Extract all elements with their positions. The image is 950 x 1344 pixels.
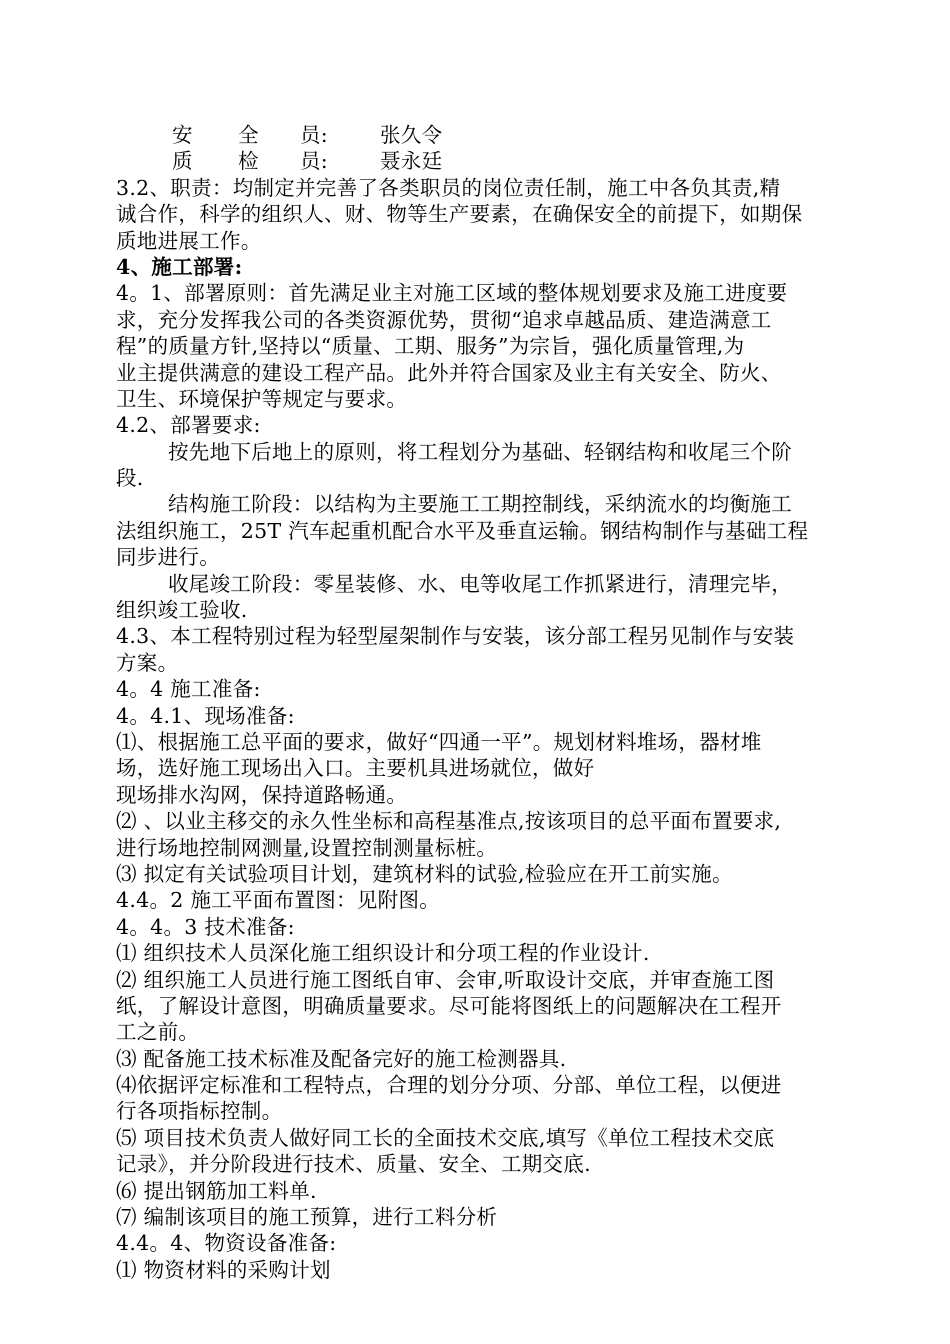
paragraph-line: 方案。: [116, 650, 179, 675]
subsection-heading: 4。4.1、现场准备:: [116, 703, 295, 728]
list-item: ⑴ 物资材料的采购计划: [116, 1257, 331, 1282]
paragraph-line: 4。1、部署原则：首先满足业主对施工区域的整体规划要求及施工进度要: [116, 281, 788, 306]
list-item: ⑺ 编制该项目的施工预算，进行工料分析: [116, 1205, 498, 1230]
paragraph-line: 现场排水沟网，保持道路畅通。: [116, 782, 408, 807]
list-item: ⑵ 、以业主移交的永久性坐标和高程基准点,按该项目的总平面布置要求,: [116, 809, 782, 834]
paragraph-line: 结构施工阶段：以结构为主要施工工期控制线，采纳流水的均衡施工: [168, 492, 792, 517]
paragraph-line: 场，选好施工现场出入口。主要机具进场就位，做好: [116, 756, 595, 781]
list-item: ⑴ 组织技术人员深化施工组织设计和分项工程的作业设计.: [116, 941, 650, 966]
list-item: ⑸ 项目技术负责人做好同工长的全面技术交底,填写《单位工程技术交底: [116, 1125, 775, 1150]
staff-name: 聂永廷: [380, 149, 443, 174]
staff-name: 张久令: [380, 123, 443, 147]
paragraph-line: 收尾竣工阶段：零星装修、水、电等收尾工作抓紧进行，清理完毕，: [168, 571, 792, 596]
list-item: ⑴、根据施工总平面的要求，做好“四通一平”。规划材料堆场，器材堆: [116, 729, 762, 754]
list-item: ⑹ 提出钢筋加工料单.: [116, 1178, 317, 1203]
document-body: [116, 122, 852, 1283]
list-item: ⑵ 组织施工人员进行施工图纸自审、会审,听取设计交底，并审查施工图: [116, 967, 775, 992]
paragraph-line: 按先地下后地上的原则，将工程划分为基础、轻钢结构和收尾三个阶: [168, 439, 792, 464]
paragraph-line: 进行场地控制网测量,设置控制测量标桩。: [116, 835, 498, 860]
paragraph-line: 记录》，并分阶段进行技术、质量、安全、工期交底.: [116, 1152, 591, 1177]
subsection-heading: 4.4。4、物资设备准备:: [116, 1231, 337, 1256]
subsection-heading: 4.2、部署要求:: [116, 413, 261, 438]
paragraph-line: 3.2、职责：均制定并完善了各类职员的岗位责任制，施工中各负其责,精: [116, 175, 781, 200]
paragraph-line: 工之前。: [116, 1020, 200, 1045]
paragraph-line: 组织竣工验收.: [116, 598, 248, 623]
paragraph-line: 同步进行。: [116, 545, 220, 570]
paragraph-line: 行各项指标控制。: [116, 1099, 283, 1124]
subsection-heading: 4.4。2 施工平面布置图：见附图。: [116, 888, 441, 913]
staff-line-safety: 安 全 员: 张久令: [172, 123, 443, 147]
paragraph-line: 纸，了解设计意图，明确质量要求。尽可能将图纸上的问题解决在工程开: [116, 993, 782, 1018]
subsection-heading: 4。4。3 技术准备:: [116, 914, 295, 939]
paragraph-line: 4.3、本工程特别过程为轻型屋架制作与安装，该分部工程另见制作与安装: [116, 624, 795, 649]
paragraph-line: 卫生、环境保护等规定与要求。: [116, 386, 408, 411]
list-item: ⑶ 配备施工技术标准及配备完好的施工检测器具.: [116, 1046, 567, 1071]
subsection-heading: 4。4 施工准备:: [116, 677, 261, 702]
paragraph-line: 法组织施工，25T 汽车起重机配合水平及垂直运输。钢结构制作与基础工程: [116, 518, 809, 543]
paragraph-line: 诚合作，科学的组织人、财、物等生产要素，在确保安全的前提下，如期保: [116, 202, 803, 227]
paragraph-line: 业主提供满意的建设工程产品。此外并符合国家及业主有关安全、防火、: [116, 360, 782, 385]
section-heading: 4、施工部署:: [116, 254, 243, 279]
staff-line-quality: 质 检 员: 聂永廷: [172, 149, 443, 174]
list-item: ⑶ 拟定有关试验项目计划，建筑材料的试验,检验应在开工前实施。: [116, 861, 733, 886]
paragraph-line: 段.: [116, 466, 144, 491]
paragraph-line: 质地进展工作。: [116, 228, 262, 253]
paragraph-line: 求，充分发挥我公司的各类资源优势，贯彻“追求卓越品质、建造满意工: [116, 307, 772, 332]
paragraph-line: 程”的质量方针,坚持以“质量、工期、服务”为宗旨，强化质量管理,为: [116, 334, 745, 359]
list-item: ⑷依据评定标准和工程特点，合理的划分分项、分部、单位工程，以便进: [116, 1073, 782, 1098]
